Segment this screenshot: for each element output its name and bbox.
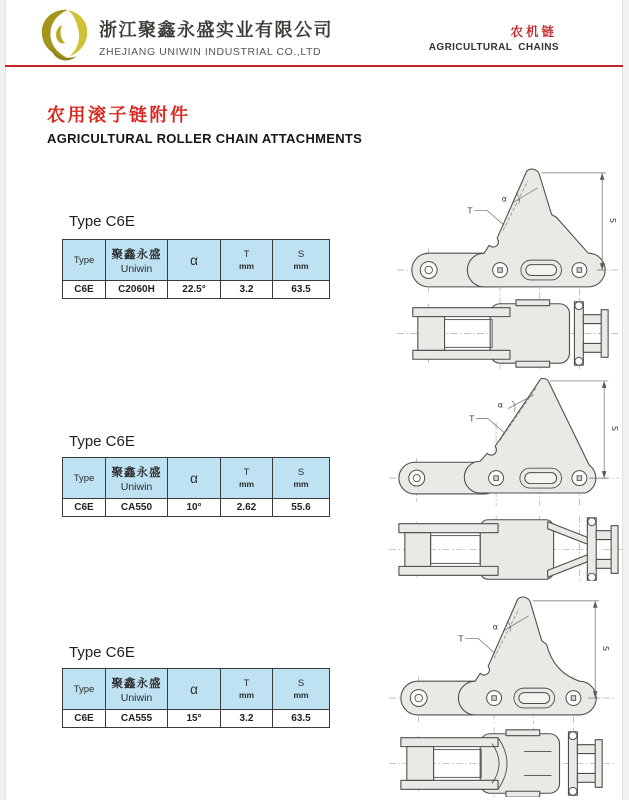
col-header-brand: 聚鑫永盛 Uniwin	[106, 458, 168, 499]
dim-label-alpha: α	[497, 400, 504, 410]
cell-model: C2060H	[106, 281, 168, 299]
col-header-t: T mm	[221, 669, 273, 710]
col-header-alpha: α	[168, 458, 221, 499]
col-header-s: S mm	[273, 240, 330, 281]
cell-model: CA555	[106, 710, 168, 728]
drawing-ca550	[385, 371, 627, 581]
page-title	[47, 101, 362, 146]
col-header-type: Type	[63, 240, 106, 281]
table-row	[63, 499, 330, 517]
section-1-title: Type C6E	[69, 213, 135, 230]
dim-label-t: T	[469, 414, 475, 424]
page-title-en: AGRICULTURAL ROLLER CHAIN ATTACHMENTS	[47, 131, 363, 146]
dim-label-alpha: α	[501, 194, 508, 204]
col-header-s: S mm	[273, 458, 330, 499]
cell-type: C6E	[63, 499, 106, 517]
col-header-type: Type	[63, 669, 106, 710]
dim-label-alpha: α	[492, 622, 499, 632]
company-block	[99, 16, 333, 58]
cell-alpha: 10°	[168, 499, 221, 517]
company-logo	[35, 6, 95, 64]
table-header-row	[63, 458, 330, 499]
cell-type: C6E	[63, 281, 106, 299]
category-block	[429, 22, 559, 53]
drawing-c2060h	[393, 159, 623, 369]
page-title-cn: 农用滚子链附件	[47, 105, 191, 125]
col-header-alpha: α	[168, 240, 221, 281]
dim-label-t: T	[458, 634, 464, 644]
col-header-type: Type	[63, 458, 106, 499]
table-header-row	[63, 669, 330, 710]
cell-model: CA550	[106, 499, 168, 517]
cell-t: 3.2	[221, 710, 273, 728]
dim-label-t: T	[467, 206, 473, 216]
cell-t: 3.2	[221, 281, 273, 299]
category-title-en: AGRICULTURAL CHAINS	[428, 42, 559, 53]
section-2-title: Type C6E	[69, 433, 135, 450]
cell-t: 2.62	[221, 499, 273, 517]
col-header-brand: 聚鑫永盛 Uniwin	[106, 669, 168, 710]
col-header-t: T mm	[221, 458, 273, 499]
header-divider	[5, 65, 623, 67]
col-header-t: T mm	[221, 240, 273, 281]
dim-label-s: S	[608, 217, 618, 223]
cell-alpha: 15°	[168, 710, 221, 728]
company-name-en: ZHEJIANG UNIWIN INDUSTRIAL CO.,LTD	[99, 46, 322, 58]
table-row	[63, 281, 330, 299]
table-row	[63, 710, 330, 728]
spec-table-1	[62, 239, 330, 299]
dim-label-s: S	[610, 426, 620, 432]
cell-alpha: 22.5°	[168, 281, 221, 299]
spec-table-2	[62, 457, 330, 517]
cell-s: 63.5	[273, 710, 330, 728]
cell-s: 63.5	[273, 281, 330, 299]
cell-s: 55.6	[273, 499, 330, 517]
drawing-ca555	[385, 585, 623, 797]
spec-table-3	[62, 668, 330, 728]
page-left-edge	[5, 0, 6, 800]
col-header-alpha: α	[168, 669, 221, 710]
company-name-cn: 浙江聚鑫永盛实业有限公司	[99, 20, 333, 40]
category-title-cn: 农机链	[510, 25, 557, 39]
cell-type: C6E	[63, 710, 106, 728]
section-3-title: Type C6E	[69, 644, 135, 661]
col-header-brand: 聚鑫永盛 Uniwin	[106, 240, 168, 281]
table-header-row	[63, 240, 330, 281]
dim-label-s: S	[601, 645, 611, 651]
col-header-s: S mm	[273, 669, 330, 710]
